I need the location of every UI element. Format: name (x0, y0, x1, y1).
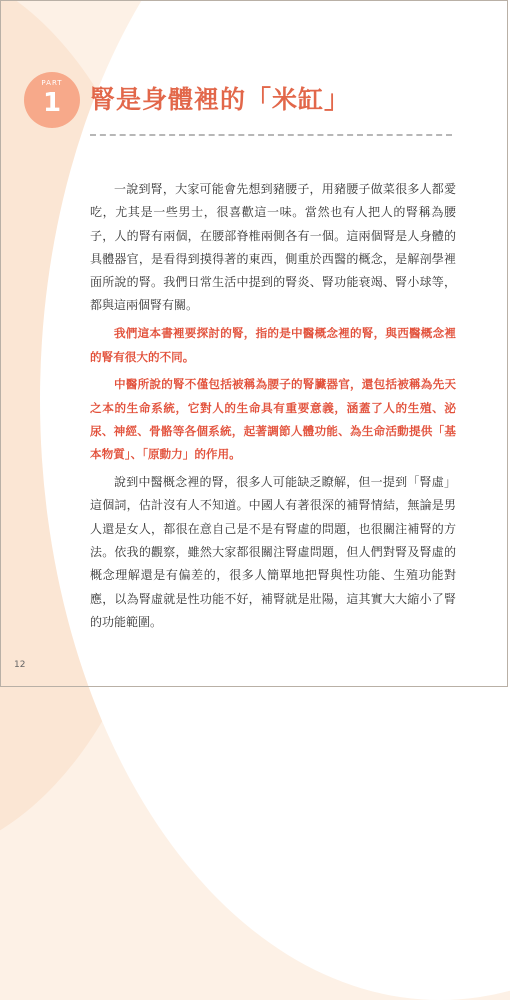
highlight-paragraph: 我們這本書裡要探討的腎，指的是中醫概念裡的腎，與西醫概念裡的腎有很大的不同。 (90, 326, 456, 364)
paragraph: 一說到腎，大家可能會先想到豬腰子，用豬腰子做菜很多人都愛吃，尤其是一些男士，很喜歡這一味。當然也有人把人的腎稱為腰子，人的腎有兩個，在腰部脊椎兩側各有一個。這兩個腎是人身體的具體器官，是看得到摸得著的東西，側重於西醫的概念，是解剖學裡面所說的腎。我們日常生活中提到的腎炎、腎功能衰竭、腎小球等，都與這兩個腎有關。 (90, 182, 456, 313)
part-badge (24, 72, 80, 128)
page-number: 12 (14, 660, 26, 670)
part-number: 1 (42, 88, 62, 118)
body-text (90, 178, 456, 639)
title-divider (90, 134, 452, 136)
paragraph: 說到中醫概念裡的腎，很多人可能缺乏瞭解，但一提到「腎虛」這個詞，估計沒有人不知道。中國人有著很深的補腎情結，無論是男人還是女人，都很在意自己是不是有腎虛的問題，也很關注補腎的方法。依我的觀察，雖然大家都很關注腎虛問題，但人們對腎及腎虛的概念理解還是有偏差的，很多人簡單地把腎與性功能、生殖功能對應，以為腎虛就是性功能不好，補腎就是壯陽，這其實大大縮小了腎的功能範圍。 (90, 475, 456, 629)
chapter-title: 腎是身體裡的「米缸」 (90, 85, 351, 114)
highlight-paragraph: 中醫所說的腎不僅包括被稱為腰子的腎臟器官，還包括被稱為先天之本的生命系統，它對人的生命具有重要意義，涵蓋了人的生殖、泌尿、神經、骨骼等各個系統，起著調節人體功能、為生命活動提供「基本物質」、「原動力」的作用。 (90, 377, 456, 462)
part-label: PART (41, 79, 63, 87)
